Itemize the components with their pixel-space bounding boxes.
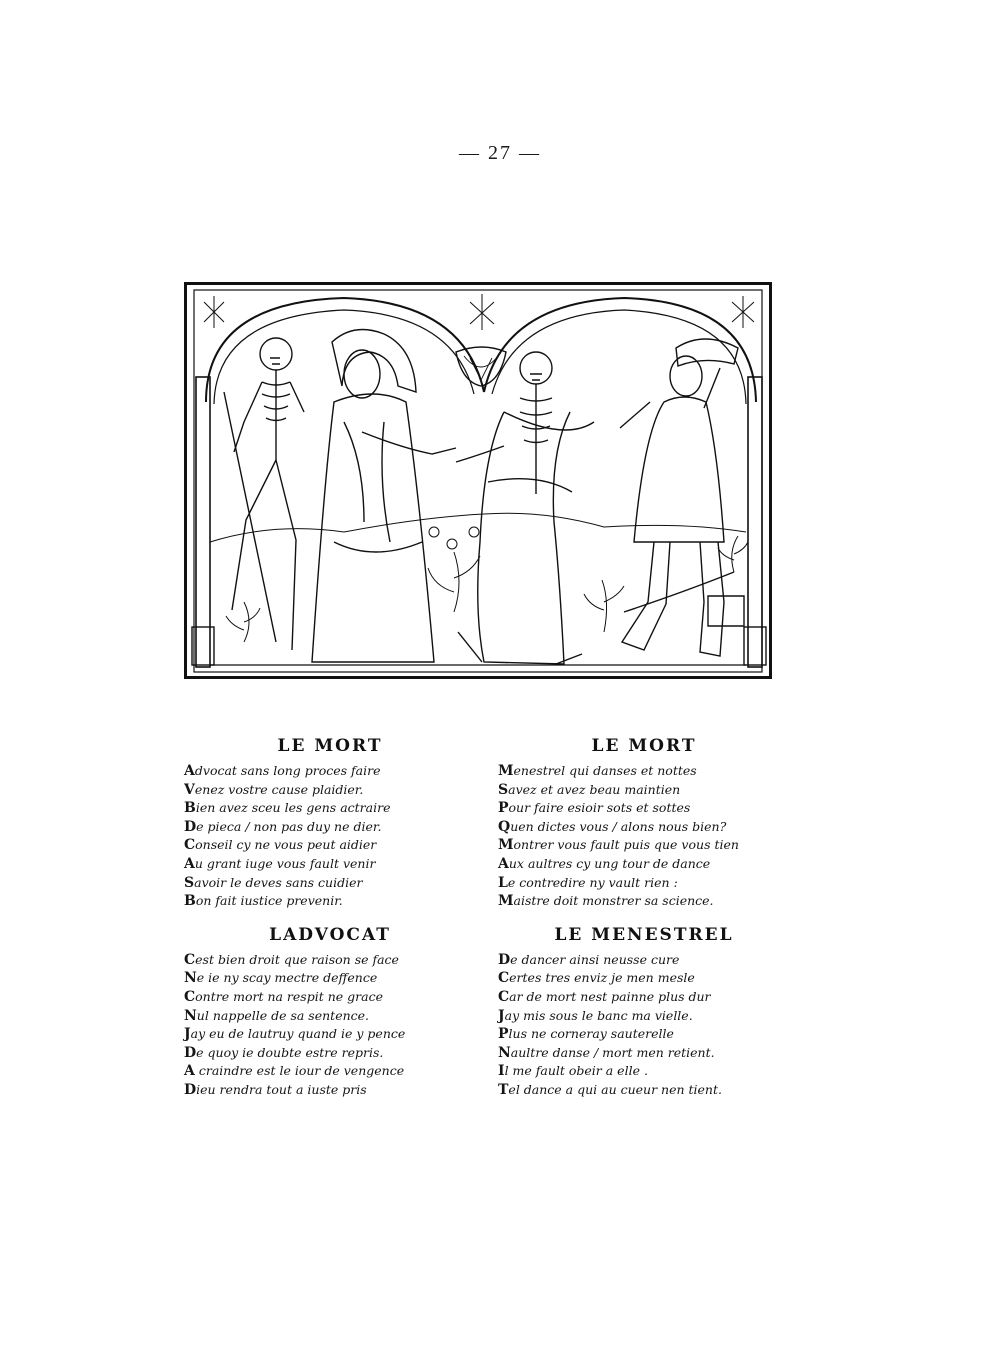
woodcut-illustration	[184, 282, 772, 679]
verse-line: Au grant iuge vous fault venir	[184, 855, 376, 872]
verse-line: Naultre danse / mort men retient.	[498, 1044, 715, 1061]
verse-line: Le contredire ny vault rien :	[498, 874, 678, 891]
stanza	[498, 762, 794, 911]
stanza	[184, 951, 480, 1100]
verse-line: Contre mort na respit ne grace	[184, 988, 383, 1005]
verse-line: Dieu rendra tout a iuste pris	[184, 1081, 367, 1098]
verse-line: Savez et avez beau maintien	[498, 781, 681, 798]
verse-line: Pour faire esioir sots et sottes	[498, 800, 691, 817]
section-heading: LE MORT	[277, 736, 383, 756]
verse-line: Plus ne corneray sauterelle	[498, 1026, 674, 1043]
verse-line: Il me fault obeir a elle .	[498, 1063, 648, 1080]
verse-line: Certes tres enviz je men mesle	[498, 970, 695, 987]
left-column	[180, 736, 480, 1114]
section-heading: LADVOCAT	[269, 924, 391, 945]
verse-line: Bon fait iustice prevenir.	[184, 893, 343, 910]
verse-line: Bien avez sceu les gens actraire	[184, 800, 391, 817]
page-number: — 27 —	[459, 142, 541, 164]
verse-line: Montrer vous fault puis que vous tien	[498, 837, 739, 854]
verse-line: Nul nappelle de sa sentence.	[184, 1007, 370, 1024]
verse-line: Venez vostre cause plaidier.	[184, 781, 364, 798]
section-heading: LE MENESTREL	[554, 924, 734, 945]
verse-line: Aux aultres cy ung tour de dance	[498, 855, 711, 872]
verse-line: Car de mort nest painne plus dur	[498, 988, 711, 1005]
verse-line: Savoir le deves sans cuidier	[184, 874, 363, 891]
verse-section-le-mort	[180, 736, 480, 911]
verse-line: Menestrel qui danses et nottes	[498, 763, 697, 779]
right-column	[494, 736, 794, 1114]
verse-line: De pieca / non pas duy ne dier.	[184, 818, 382, 835]
verse-line: Jay mis sous le banc ma vielle.	[498, 1007, 693, 1024]
verse-line: De quoy ie doubte estre repris.	[184, 1044, 384, 1061]
verse-line: Conseil cy ne vous peut aidier	[184, 837, 377, 854]
verse-line: Cest bien droit que raison se face	[184, 951, 399, 968]
woodcut-dance-of-death-icon	[184, 282, 772, 679]
verse-line: Jay eu de lautruy quand ie y pence	[184, 1026, 406, 1043]
stanza	[498, 951, 794, 1100]
verse-line: Advocat sans long proces faire	[184, 763, 381, 779]
verse-line: De dancer ainsi neusse cure	[498, 951, 680, 968]
verse-line: A craindre est le iour de vengence	[184, 1063, 405, 1080]
verse-line: Quen dictes vous / alons nous bien?	[498, 818, 727, 835]
verse-section-ladvocat	[180, 925, 480, 1100]
verse-line: Tel dance a qui au cueur nen tient.	[498, 1081, 722, 1098]
verse-line: Ne ie ny scay mectre deffence	[184, 970, 378, 987]
section-heading: LE MORT	[591, 736, 697, 756]
verse-section-le-menestrel	[494, 925, 794, 1100]
stanza	[184, 762, 480, 911]
verse-line: Maistre doit monstrer sa science.	[498, 893, 714, 910]
verse-section-le-mort-2	[494, 736, 794, 911]
